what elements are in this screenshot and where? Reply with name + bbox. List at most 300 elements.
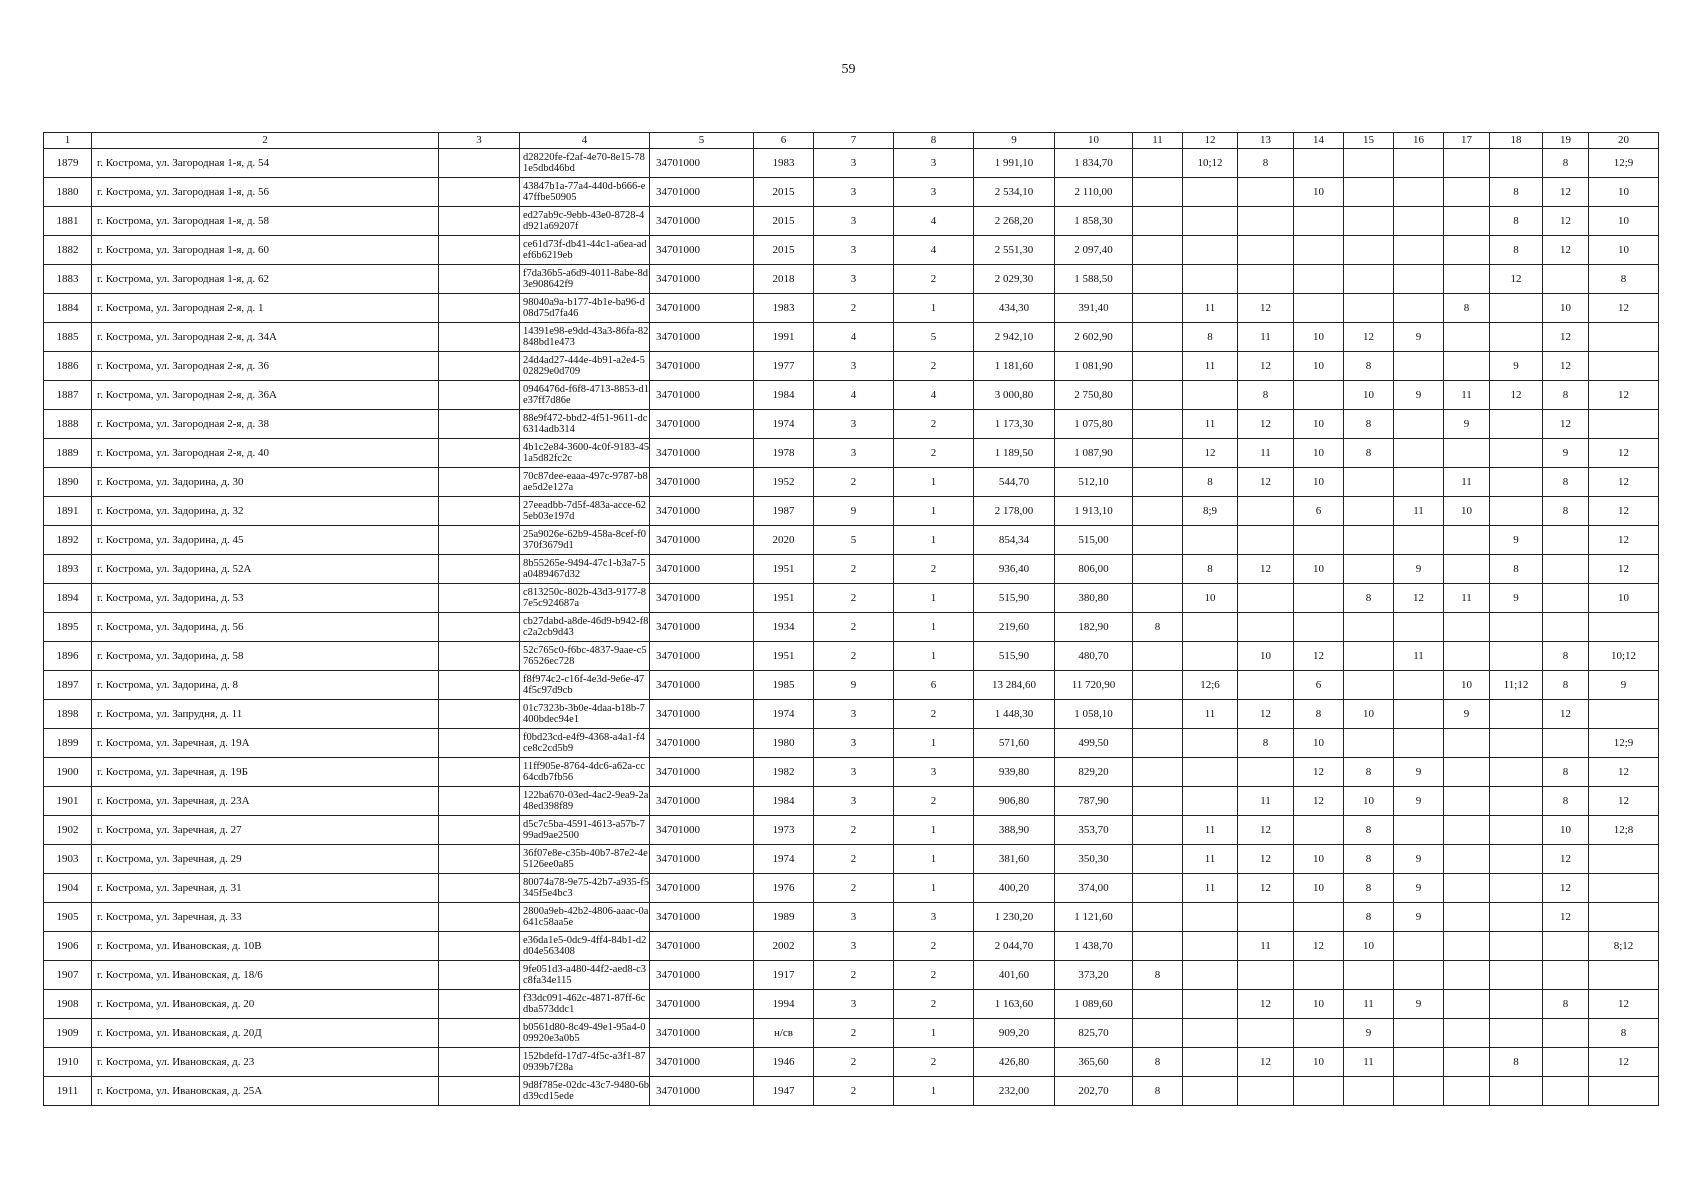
row-number: 1880 — [44, 178, 92, 207]
year-cell: 1980 — [754, 729, 814, 758]
year-cell: 1982 — [754, 758, 814, 787]
column-header-19: 19 — [1543, 133, 1589, 149]
work-period-cell-16 — [1394, 149, 1444, 178]
guid-cell: 0946476d-f6f8-4713-8853-d1e37ff7d86e — [520, 381, 650, 410]
work-period-cell-11 — [1133, 410, 1183, 439]
row-number: 1905 — [44, 903, 92, 932]
work-period-cell-12 — [1183, 1077, 1238, 1106]
work-period-cell-13: 12 — [1238, 555, 1294, 584]
work-period-cell-19: 12 — [1543, 323, 1589, 352]
floors-cell: 2 — [814, 294, 894, 323]
work-period-cell-15: 8 — [1344, 758, 1394, 787]
work-period-cell-19: 8 — [1543, 671, 1589, 700]
work-period-cell-11: 8 — [1133, 1077, 1183, 1106]
work-period-cell-18 — [1490, 729, 1543, 758]
work-period-cell-17 — [1444, 903, 1490, 932]
work-period-cell-12: 11 — [1183, 874, 1238, 903]
floors-cell: 3 — [814, 932, 894, 961]
work-period-cell-19 — [1543, 584, 1589, 613]
address-cell: г. Кострома, ул. Задорина, д. 45 — [92, 526, 439, 555]
work-period-cell-12: 12;6 — [1183, 671, 1238, 700]
table-row — [44, 787, 1659, 816]
year-cell: 2015 — [754, 207, 814, 236]
table-row — [44, 903, 1659, 932]
guid-cell: f7da36b5-a6d9-4011-8abe-8d3e908642f9 — [520, 265, 650, 294]
entrances-cell: 1 — [894, 468, 974, 497]
work-period-cell-17 — [1444, 816, 1490, 845]
oktmo-cell: 34701000 — [650, 1077, 754, 1106]
floors-cell: 9 — [814, 671, 894, 700]
row-number: 1908 — [44, 990, 92, 1019]
work-period-cell-16 — [1394, 352, 1444, 381]
guid-cell: b0561d80-8c49-49e1-95a4-009920e3a0b5 — [520, 1019, 650, 1048]
year-cell: 1974 — [754, 700, 814, 729]
work-period-cell-17: 11 — [1444, 468, 1490, 497]
work-period-cell-11 — [1133, 816, 1183, 845]
guid-cell: 2800a9eb-42b2-4806-aaac-0a641c58aa5e — [520, 903, 650, 932]
work-period-cell-17 — [1444, 1019, 1490, 1048]
work-period-cell-15: 8 — [1344, 410, 1394, 439]
total-area-cell: 1 173,30 — [974, 410, 1055, 439]
work-period-cell-13: 8 — [1238, 381, 1294, 410]
work-period-cell-14: 10 — [1294, 410, 1344, 439]
work-period-cell-18: 8 — [1490, 1048, 1543, 1077]
oktmo-cell: 34701000 — [650, 149, 754, 178]
living-area-cell: 2 110,00 — [1055, 178, 1133, 207]
column-header-11: 11 — [1133, 133, 1183, 149]
work-period-cell-19: 12 — [1543, 700, 1589, 729]
oktmo-cell: 34701000 — [650, 613, 754, 642]
living-area-cell: 1 858,30 — [1055, 207, 1133, 236]
table-row — [44, 439, 1659, 468]
address-cell: г. Кострома, ул. Загородная 1-я, д. 60 — [92, 236, 439, 265]
living-area-cell: 806,00 — [1055, 555, 1133, 584]
work-period-cell-14: 10 — [1294, 178, 1344, 207]
work-period-cell-14: 10 — [1294, 990, 1344, 1019]
work-period-cell-11 — [1133, 584, 1183, 613]
work-period-cell-12 — [1183, 265, 1238, 294]
total-area-cell: 434,30 — [974, 294, 1055, 323]
work-period-cell-17 — [1444, 207, 1490, 236]
work-period-cell-14 — [1294, 381, 1344, 410]
row-number: 1892 — [44, 526, 92, 555]
work-period-cell-17 — [1444, 178, 1490, 207]
living-area-cell: 202,70 — [1055, 1077, 1133, 1106]
living-area-cell: 374,00 — [1055, 874, 1133, 903]
work-period-cell-13 — [1238, 1019, 1294, 1048]
table-row — [44, 874, 1659, 903]
work-period-cell-16 — [1394, 265, 1444, 294]
work-period-cell-11 — [1133, 178, 1183, 207]
empty-cell — [439, 381, 520, 410]
oktmo-cell: 34701000 — [650, 265, 754, 294]
work-period-cell-16 — [1394, 526, 1444, 555]
work-period-cell-11 — [1133, 990, 1183, 1019]
row-number: 1901 — [44, 787, 92, 816]
living-area-cell: 1 058,10 — [1055, 700, 1133, 729]
entrances-cell: 1 — [894, 613, 974, 642]
work-period-cell-15 — [1344, 961, 1394, 990]
work-period-cell-13: 8 — [1238, 149, 1294, 178]
oktmo-cell: 34701000 — [650, 816, 754, 845]
work-period-cell-20: 10 — [1589, 178, 1659, 207]
oktmo-cell: 34701000 — [650, 236, 754, 265]
empty-cell — [439, 700, 520, 729]
work-period-cell-15: 8 — [1344, 584, 1394, 613]
work-period-cell-12: 11 — [1183, 845, 1238, 874]
row-number: 1882 — [44, 236, 92, 265]
year-cell: 2015 — [754, 178, 814, 207]
entrances-cell: 2 — [894, 352, 974, 381]
work-period-cell-11 — [1133, 845, 1183, 874]
work-period-cell-15 — [1344, 1077, 1394, 1106]
address-cell: г. Кострома, ул. Загородная 2-я, д. 36 — [92, 352, 439, 381]
column-header-10: 10 — [1055, 133, 1133, 149]
row-number: 1888 — [44, 410, 92, 439]
work-period-cell-11 — [1133, 468, 1183, 497]
row-number: 1894 — [44, 584, 92, 613]
work-period-cell-13: 12 — [1238, 874, 1294, 903]
living-area-cell: 11 720,90 — [1055, 671, 1133, 700]
year-cell: 1934 — [754, 613, 814, 642]
floors-cell: 3 — [814, 178, 894, 207]
empty-cell — [439, 178, 520, 207]
year-cell: 1951 — [754, 555, 814, 584]
work-period-cell-17 — [1444, 526, 1490, 555]
work-period-cell-13 — [1238, 584, 1294, 613]
oktmo-cell: 34701000 — [650, 468, 754, 497]
work-period-cell-12 — [1183, 1048, 1238, 1077]
address-cell: г. Кострома, ул. Задорина, д. 8 — [92, 671, 439, 700]
oktmo-cell: 34701000 — [650, 526, 754, 555]
work-period-cell-18 — [1490, 497, 1543, 526]
work-period-cell-19: 8 — [1543, 642, 1589, 671]
column-header-7: 7 — [814, 133, 894, 149]
total-area-cell: 2 534,10 — [974, 178, 1055, 207]
work-period-cell-16 — [1394, 816, 1444, 845]
guid-cell: d5c7c5ba-4591-4613-a57b-799ad9ae2500 — [520, 816, 650, 845]
work-period-cell-18: 8 — [1490, 555, 1543, 584]
work-period-cell-14: 10 — [1294, 1048, 1344, 1077]
total-area-cell: 515,90 — [974, 584, 1055, 613]
work-period-cell-16: 9 — [1394, 555, 1444, 584]
work-period-cell-13: 12 — [1238, 352, 1294, 381]
oktmo-cell: 34701000 — [650, 700, 754, 729]
work-period-cell-17 — [1444, 149, 1490, 178]
empty-cell — [439, 932, 520, 961]
floors-cell: 3 — [814, 265, 894, 294]
work-period-cell-14 — [1294, 526, 1344, 555]
work-period-cell-11 — [1133, 700, 1183, 729]
work-period-cell-18 — [1490, 932, 1543, 961]
living-area-cell: 787,90 — [1055, 787, 1133, 816]
empty-cell — [439, 323, 520, 352]
living-area-cell: 499,50 — [1055, 729, 1133, 758]
oktmo-cell: 34701000 — [650, 758, 754, 787]
work-period-cell-12: 8 — [1183, 323, 1238, 352]
work-period-cell-18: 9 — [1490, 352, 1543, 381]
entrances-cell: 3 — [894, 149, 974, 178]
work-period-cell-16 — [1394, 613, 1444, 642]
total-area-cell: 2 178,00 — [974, 497, 1055, 526]
work-period-cell-13 — [1238, 178, 1294, 207]
work-period-cell-14 — [1294, 265, 1344, 294]
guid-cell: 9fe051d3-a480-44f2-aed8-c3c8fa34e115 — [520, 961, 650, 990]
work-period-cell-16 — [1394, 207, 1444, 236]
work-period-cell-19 — [1543, 555, 1589, 584]
floors-cell: 3 — [814, 700, 894, 729]
work-period-cell-18 — [1490, 816, 1543, 845]
year-cell: 1947 — [754, 1077, 814, 1106]
year-cell: 1991 — [754, 323, 814, 352]
empty-cell — [439, 497, 520, 526]
empty-cell — [439, 758, 520, 787]
work-period-cell-20: 10 — [1589, 236, 1659, 265]
entrances-cell: 3 — [894, 903, 974, 932]
work-period-cell-19: 10 — [1543, 294, 1589, 323]
year-cell: 1984 — [754, 787, 814, 816]
living-area-cell: 373,20 — [1055, 961, 1133, 990]
work-period-cell-19: 8 — [1543, 990, 1589, 1019]
work-period-cell-18 — [1490, 961, 1543, 990]
work-period-cell-18 — [1490, 903, 1543, 932]
work-period-cell-13: 10 — [1238, 642, 1294, 671]
header-row — [44, 133, 1659, 149]
floors-cell: 3 — [814, 729, 894, 758]
living-area-cell: 1 087,90 — [1055, 439, 1133, 468]
work-period-cell-11 — [1133, 555, 1183, 584]
address-cell: г. Кострома, ул. Заречная, д. 29 — [92, 845, 439, 874]
work-period-cell-18 — [1490, 874, 1543, 903]
work-period-cell-13 — [1238, 526, 1294, 555]
work-period-cell-15 — [1344, 294, 1394, 323]
guid-cell: 36f07e8e-c35b-40b7-87e2-4e5126ee0a85 — [520, 845, 650, 874]
empty-cell — [439, 642, 520, 671]
address-cell: г. Кострома, ул. Ивановская, д. 20Д — [92, 1019, 439, 1048]
table-row — [44, 468, 1659, 497]
work-period-cell-14: 10 — [1294, 468, 1344, 497]
work-period-cell-18 — [1490, 149, 1543, 178]
floors-cell: 3 — [814, 787, 894, 816]
oktmo-cell: 34701000 — [650, 352, 754, 381]
living-area-cell: 512,10 — [1055, 468, 1133, 497]
work-period-cell-16 — [1394, 236, 1444, 265]
work-period-cell-16: 9 — [1394, 381, 1444, 410]
table-row — [44, 613, 1659, 642]
empty-cell — [439, 613, 520, 642]
work-period-cell-17 — [1444, 758, 1490, 787]
oktmo-cell: 34701000 — [650, 787, 754, 816]
work-period-cell-11 — [1133, 236, 1183, 265]
entrances-cell: 4 — [894, 236, 974, 265]
work-period-cell-16 — [1394, 178, 1444, 207]
year-cell: 1917 — [754, 961, 814, 990]
work-period-cell-18: 8 — [1490, 236, 1543, 265]
address-cell: г. Кострома, ул. Запрудня, д. 11 — [92, 700, 439, 729]
living-area-cell: 380,80 — [1055, 584, 1133, 613]
work-period-cell-13: 11 — [1238, 439, 1294, 468]
work-period-cell-14 — [1294, 207, 1344, 236]
work-period-cell-12 — [1183, 787, 1238, 816]
work-period-cell-17 — [1444, 613, 1490, 642]
work-period-cell-12 — [1183, 1019, 1238, 1048]
work-period-cell-13: 11 — [1238, 787, 1294, 816]
work-period-cell-16 — [1394, 439, 1444, 468]
empty-cell — [439, 1077, 520, 1106]
work-period-cell-20: 12 — [1589, 381, 1659, 410]
table-row — [44, 729, 1659, 758]
work-period-cell-18: 12 — [1490, 381, 1543, 410]
row-number: 1911 — [44, 1077, 92, 1106]
work-period-cell-14 — [1294, 613, 1344, 642]
year-cell: 2015 — [754, 236, 814, 265]
entrances-cell: 3 — [894, 758, 974, 787]
work-period-cell-11 — [1133, 1019, 1183, 1048]
table-row — [44, 207, 1659, 236]
guid-cell: 14391e98-e9dd-43a3-86fa-82848bd1e473 — [520, 323, 650, 352]
work-period-cell-20: 12 — [1589, 294, 1659, 323]
work-period-cell-12 — [1183, 903, 1238, 932]
empty-cell — [439, 1019, 520, 1048]
floors-cell: 3 — [814, 903, 894, 932]
entrances-cell: 3 — [894, 178, 974, 207]
floors-cell: 2 — [814, 1019, 894, 1048]
guid-cell: 4b1c2e84-3600-4c0f-9183-451a5d82fc2c — [520, 439, 650, 468]
table-row — [44, 323, 1659, 352]
work-period-cell-14: 12 — [1294, 787, 1344, 816]
entrances-cell: 2 — [894, 961, 974, 990]
work-period-cell-18 — [1490, 294, 1543, 323]
work-period-cell-17 — [1444, 352, 1490, 381]
entrances-cell: 1 — [894, 845, 974, 874]
guid-cell: f0bd23cd-e4f9-4368-a4a1-f4ce8c2cd5b9 — [520, 729, 650, 758]
entrances-cell: 1 — [894, 1077, 974, 1106]
total-area-cell: 906,80 — [974, 787, 1055, 816]
work-period-cell-20: 12 — [1589, 1048, 1659, 1077]
work-period-cell-11 — [1133, 903, 1183, 932]
row-number: 1890 — [44, 468, 92, 497]
work-period-cell-17 — [1444, 439, 1490, 468]
table-row — [44, 1019, 1659, 1048]
year-cell: 1983 — [754, 294, 814, 323]
work-period-cell-11: 8 — [1133, 1048, 1183, 1077]
work-period-cell-18 — [1490, 990, 1543, 1019]
total-area-cell: 544,70 — [974, 468, 1055, 497]
address-cell: г. Кострома, ул. Ивановская, д. 20 — [92, 990, 439, 1019]
work-period-cell-17 — [1444, 236, 1490, 265]
total-area-cell: 219,60 — [974, 613, 1055, 642]
work-period-cell-14 — [1294, 1077, 1344, 1106]
work-period-cell-12: 8 — [1183, 555, 1238, 584]
guid-cell: 11ff905e-8764-4dc6-a62a-cc64cdb7fb56 — [520, 758, 650, 787]
year-cell: 1946 — [754, 1048, 814, 1077]
year-cell: 1994 — [754, 990, 814, 1019]
work-period-cell-15: 10 — [1344, 381, 1394, 410]
floors-cell: 2 — [814, 468, 894, 497]
work-period-cell-20 — [1589, 874, 1659, 903]
address-cell: г. Кострома, ул. Загородная 1-я, д. 58 — [92, 207, 439, 236]
floors-cell: 2 — [814, 642, 894, 671]
column-header-4: 4 — [520, 133, 650, 149]
floors-cell: 3 — [814, 439, 894, 468]
total-area-cell: 1 181,60 — [974, 352, 1055, 381]
row-number: 1907 — [44, 961, 92, 990]
work-period-cell-18: 11;12 — [1490, 671, 1543, 700]
guid-cell: 122ba670-03ed-4ac2-9ea9-2a48ed398f89 — [520, 787, 650, 816]
work-period-cell-12 — [1183, 758, 1238, 787]
table-row — [44, 236, 1659, 265]
total-area-cell: 388,90 — [974, 816, 1055, 845]
year-cell: 1974 — [754, 410, 814, 439]
work-period-cell-14 — [1294, 961, 1344, 990]
work-period-cell-15: 8 — [1344, 439, 1394, 468]
living-area-cell: 350,30 — [1055, 845, 1133, 874]
work-period-cell-12 — [1183, 932, 1238, 961]
guid-cell: 25a9026e-62b9-458a-8cef-f0370f3679d1 — [520, 526, 650, 555]
total-area-cell: 854,34 — [974, 526, 1055, 555]
row-number: 1902 — [44, 816, 92, 845]
guid-cell: 9d8f785e-02dc-43c7-9480-6bd39cd15ede — [520, 1077, 650, 1106]
work-period-cell-13: 11 — [1238, 323, 1294, 352]
row-number: 1889 — [44, 439, 92, 468]
oktmo-cell: 34701000 — [650, 1048, 754, 1077]
address-cell: г. Кострома, ул. Загородная 2-я, д. 38 — [92, 410, 439, 439]
living-area-cell: 829,20 — [1055, 758, 1133, 787]
work-period-cell-15 — [1344, 555, 1394, 584]
floors-cell: 3 — [814, 410, 894, 439]
work-period-cell-14: 10 — [1294, 874, 1344, 903]
table-row — [44, 1077, 1659, 1106]
work-period-cell-19: 12 — [1543, 207, 1589, 236]
work-period-cell-19: 12 — [1543, 236, 1589, 265]
year-cell: 2020 — [754, 526, 814, 555]
work-period-cell-18 — [1490, 323, 1543, 352]
address-cell: г. Кострома, ул. Загородная 1-я, д. 56 — [92, 178, 439, 207]
guid-cell: 52c765c0-f6bc-4837-9aae-c576526ec728 — [520, 642, 650, 671]
work-period-cell-18 — [1490, 1077, 1543, 1106]
work-period-cell-19 — [1543, 1048, 1589, 1077]
table-row — [44, 1048, 1659, 1077]
entrances-cell: 1 — [894, 497, 974, 526]
total-area-cell: 571,60 — [974, 729, 1055, 758]
work-period-cell-19: 9 — [1543, 439, 1589, 468]
empty-cell — [439, 207, 520, 236]
year-cell: 1989 — [754, 903, 814, 932]
work-period-cell-17 — [1444, 932, 1490, 961]
work-period-cell-14 — [1294, 1019, 1344, 1048]
work-period-cell-12 — [1183, 236, 1238, 265]
work-period-cell-20: 12 — [1589, 555, 1659, 584]
floors-cell: 9 — [814, 497, 894, 526]
table-row — [44, 526, 1659, 555]
total-area-cell: 1 163,60 — [974, 990, 1055, 1019]
work-period-cell-16: 9 — [1394, 323, 1444, 352]
work-period-cell-13 — [1238, 207, 1294, 236]
work-period-cell-14: 10 — [1294, 845, 1344, 874]
year-cell: 1987 — [754, 497, 814, 526]
work-period-cell-20: 12 — [1589, 439, 1659, 468]
table-row — [44, 816, 1659, 845]
address-cell: г. Кострома, ул. Задорина, д. 30 — [92, 468, 439, 497]
work-period-cell-15: 10 — [1344, 700, 1394, 729]
living-area-cell: 1 089,60 — [1055, 990, 1133, 1019]
table-row — [44, 497, 1659, 526]
empty-cell — [439, 294, 520, 323]
work-period-cell-20: 12;9 — [1589, 149, 1659, 178]
work-period-cell-17 — [1444, 1048, 1490, 1077]
work-period-cell-20: 12 — [1589, 787, 1659, 816]
entrances-cell: 2 — [894, 700, 974, 729]
